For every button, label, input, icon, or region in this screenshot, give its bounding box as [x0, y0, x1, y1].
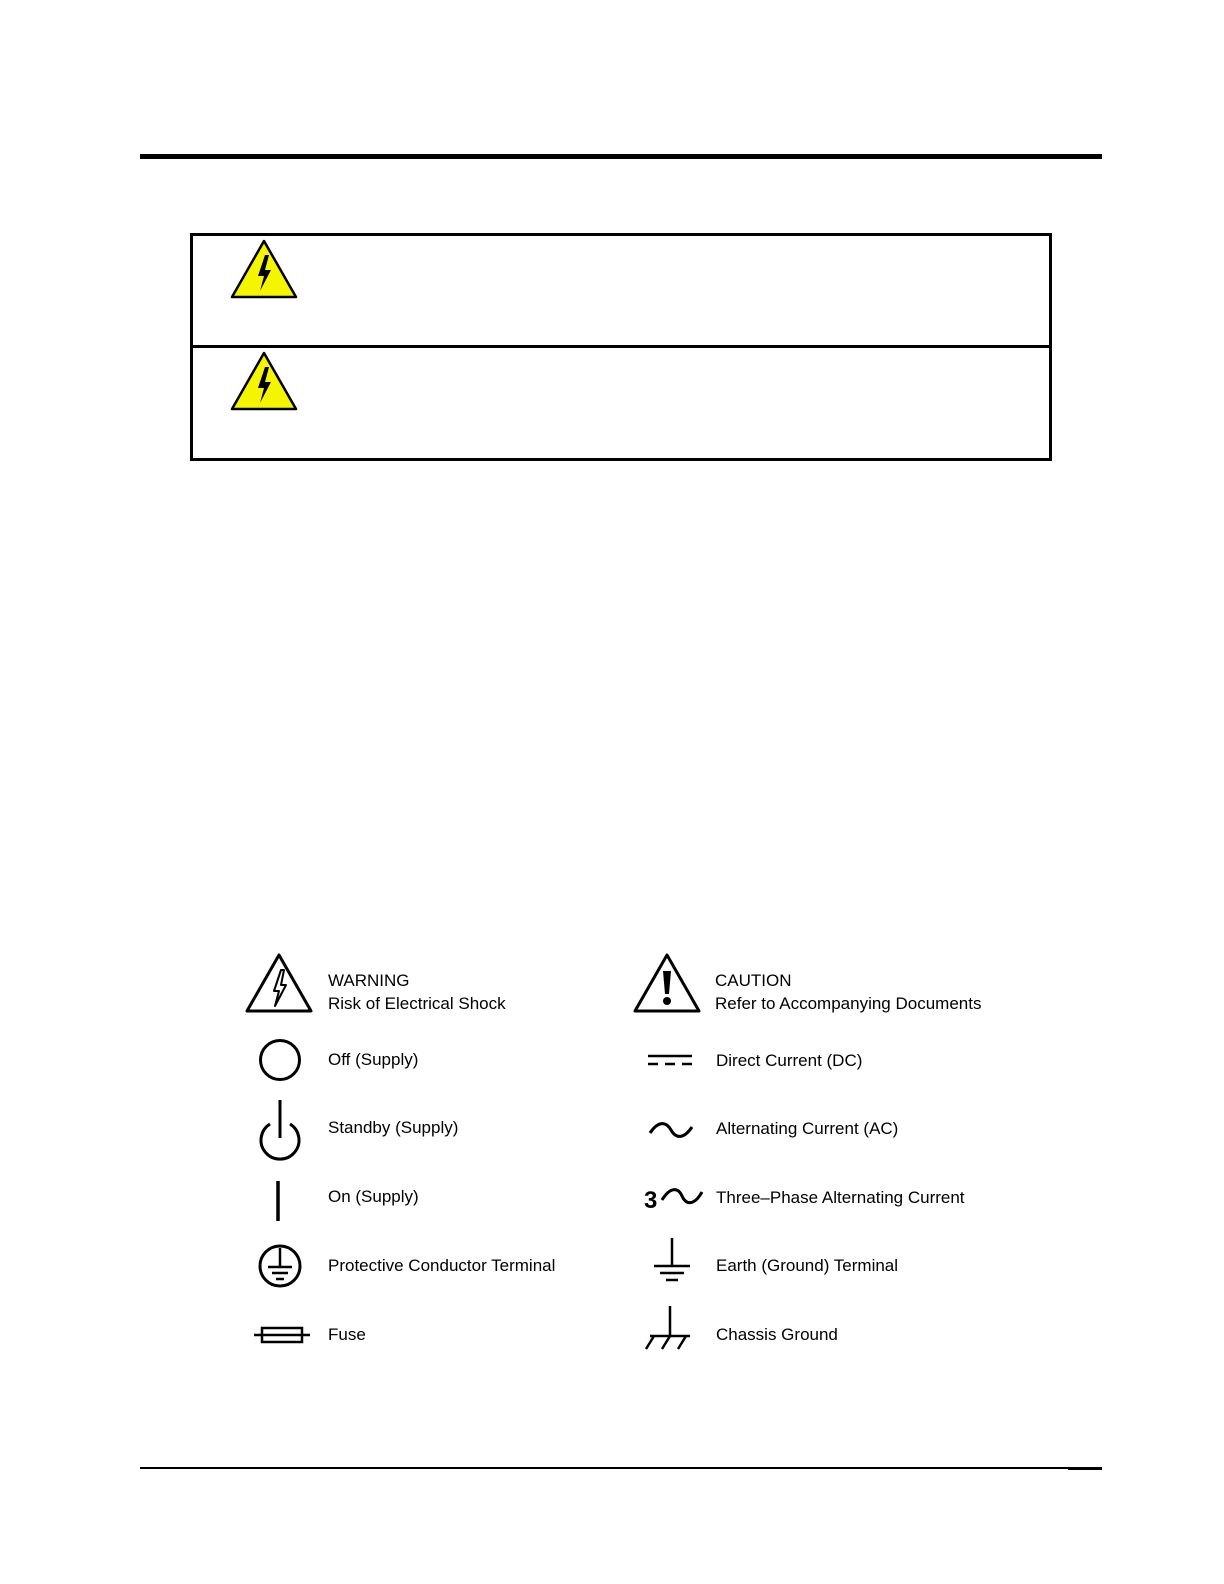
standby-supply-icon — [256, 1096, 304, 1162]
electrical-hazard-icon — [229, 350, 299, 412]
electrical-hazard-icon — [229, 238, 299, 300]
page-number-tab — [1068, 1467, 1102, 1470]
on-supply-icon — [266, 1178, 290, 1224]
three-phase-numeral: 3 — [644, 1187, 658, 1214]
standby-supply-label: Standby (Supply) — [328, 1118, 459, 1137]
earth-ground-icon — [650, 1236, 694, 1286]
warning-row-1 — [193, 236, 1049, 345]
warning-shock-label: Risk of Electrical Shock — [328, 994, 506, 1013]
alternating-current-label: Alternating Current (AC) — [716, 1119, 899, 1138]
warning-title: WARNING — [328, 971, 410, 990]
chassis-ground-icon — [642, 1304, 694, 1352]
protective-conductor-label: Protective Conductor Terminal — [328, 1256, 556, 1275]
fuse-icon — [252, 1322, 312, 1348]
warning-shock-icon — [244, 952, 314, 1014]
warning-row-2 — [193, 348, 1049, 457]
protective-conductor-icon — [256, 1242, 304, 1290]
on-supply-label: On (Supply) — [328, 1187, 419, 1206]
direct-current-icon — [646, 1050, 694, 1072]
off-supply-label: Off (Supply) — [328, 1050, 419, 1069]
fuse-label: Fuse — [328, 1325, 366, 1344]
bottom-rule — [140, 1467, 1102, 1469]
warning-box — [190, 233, 1052, 461]
direct-current-label: Direct Current (DC) — [716, 1051, 863, 1070]
caution-title: CAUTION — [715, 971, 792, 990]
earth-ground-label: Earth (Ground) Terminal — [716, 1256, 899, 1275]
alternating-current-icon — [648, 1118, 694, 1142]
chassis-ground-label: Chassis Ground — [716, 1325, 838, 1344]
three-phase-wave — [660, 1184, 704, 1210]
top-rule — [140, 154, 1102, 159]
three-phase-label: Three–Phase Alternating Current — [716, 1188, 965, 1207]
caution-label: Refer to Accompanying Documents — [715, 994, 982, 1013]
caution-icon — [632, 952, 702, 1014]
off-supply-icon — [256, 1036, 304, 1084]
